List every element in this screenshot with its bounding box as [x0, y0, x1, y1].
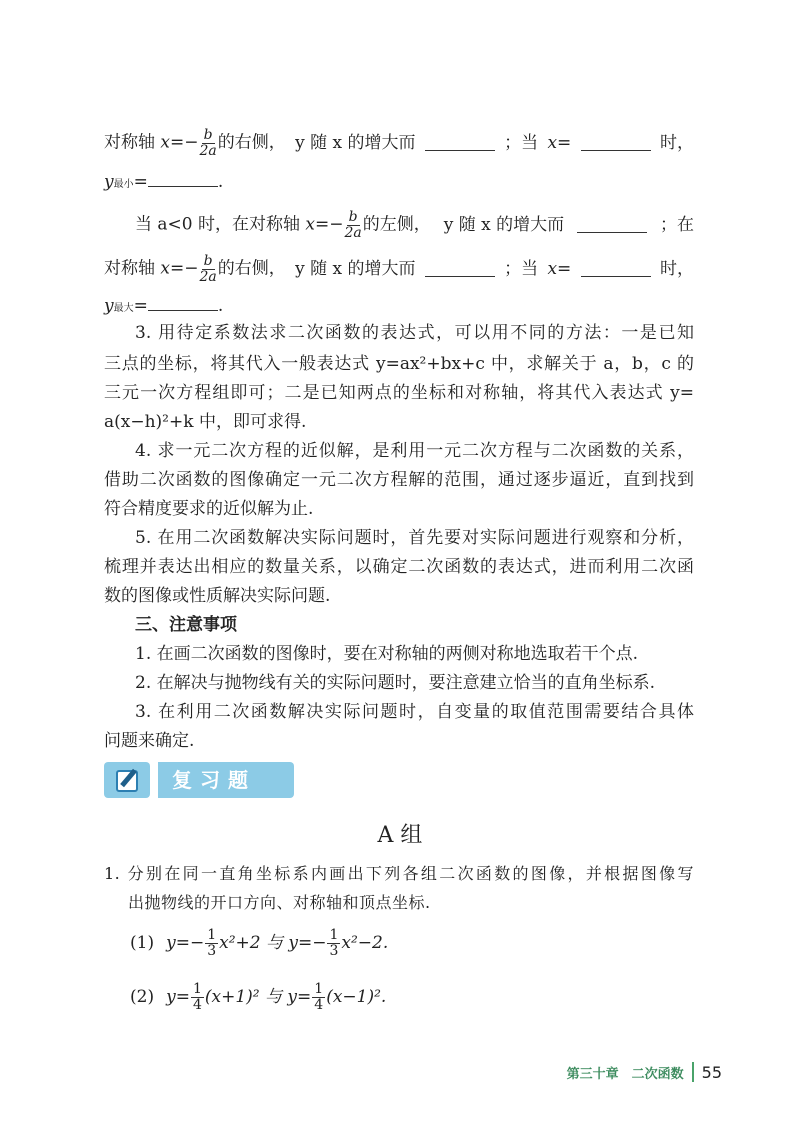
text: y 随 x 的增大而 — [295, 132, 416, 153]
note-line: 1. 在画二次函数的图像时，要在对称轴的两侧对称地选取若干个点. — [135, 644, 639, 664]
math: (x−1)². — [326, 986, 387, 1007]
text: 的右侧， — [217, 258, 286, 279]
paragraph-line: 梳理并表达出相应的数量关系，以确定二次函数的表达式，进而利用二次函 — [104, 557, 694, 577]
paragraph-line: a(x−h)²+k 中，即可求得. — [104, 412, 307, 432]
answer-blank[interactable] — [425, 262, 495, 277]
fraction: $\frac{1}{3}$ — [207, 927, 217, 959]
text: . — [217, 296, 224, 316]
text: 对称轴 — [104, 258, 155, 279]
banner-label: 复习题 — [158, 762, 294, 798]
paragraph-line: 三元一次方程组即可；二是已知两点的坐标和对称轴，将其代入表达式 y= — [104, 383, 694, 403]
text-line — [104, 296, 223, 315]
text: . — [217, 172, 224, 192]
text: ；当 — [504, 132, 539, 153]
fraction: $\frac{1}{4}$ — [192, 981, 202, 1013]
text: 的右侧， — [217, 132, 286, 153]
group-title: A 组 — [377, 823, 423, 848]
paragraph-line: 三点的坐标，将其代入一般表达式 y=ax²+bx+c 中，求解关于 a，b，c 的 — [104, 354, 694, 374]
text: ；在 — [659, 214, 694, 235]
note-line: 3. 在利用二次函数解决实际问题时，自变量的取值范围需要结合具体 — [135, 702, 694, 722]
answer-blank[interactable] — [581, 262, 651, 277]
math: y — [104, 172, 114, 192]
pencil-note-icon — [104, 762, 150, 798]
text: 对称轴 — [104, 132, 155, 153]
section-heading: 三、注意事项 — [135, 615, 237, 635]
math: x= — [547, 132, 572, 153]
text: 的左侧， — [362, 214, 431, 235]
exercise-line: 出抛物线的开口方向、对称轴和顶点坐标. — [128, 893, 431, 912]
math: x=− — [305, 214, 344, 235]
math: x=− — [160, 132, 199, 153]
answer-blank[interactable] — [581, 136, 651, 151]
answer-blank[interactable] — [425, 136, 495, 151]
math: (x+1)² 与 y= — [204, 986, 312, 1007]
review-banner — [104, 762, 294, 798]
subscript: 最小 — [113, 179, 134, 190]
paragraph-line: 数的图像或性质解决实际问题. — [104, 586, 331, 606]
answer-blank[interactable] — [148, 296, 218, 311]
fraction: $\frac{1}{4}$ — [314, 981, 324, 1013]
text-line — [104, 172, 223, 191]
math: y — [104, 296, 114, 316]
note-line: 问题来确定. — [104, 731, 195, 751]
text-line — [104, 254, 694, 284]
answer-blank[interactable] — [148, 172, 218, 187]
subitem-label: (2) — [130, 986, 155, 1007]
text-line — [104, 128, 694, 158]
exercise-subitem — [130, 982, 386, 1012]
subitem-label: (1) — [130, 932, 155, 953]
note-line: 2. 在解决与抛物线有关的实际问题时，要注意建立恰当的直角坐标系. — [135, 673, 656, 693]
exercise-subitem — [130, 928, 388, 958]
math: y= — [166, 986, 190, 1007]
exercise-line: 1. 分别在同一直角坐标系内画出下列各组二次函数的图像，并根据图像写 — [104, 864, 694, 883]
paragraph-line: 3. 用待定系数法求二次函数的表达式，可以用不同的方法：一是已知 — [135, 323, 694, 343]
math: x²−2. — [341, 932, 389, 953]
subscript: 最大 — [113, 303, 134, 314]
fraction: $\frac{b}{2a}$ — [344, 209, 362, 241]
chapter-title: 第三十章 二次函数 — [566, 1066, 684, 1082]
text: y 随 x 的增大而 — [443, 214, 565, 235]
fraction: $\frac{1}{3}$ — [329, 927, 339, 959]
math: y=− — [166, 932, 205, 953]
math: x=− — [160, 258, 199, 279]
math: = — [133, 296, 148, 316]
answer-blank[interactable] — [577, 218, 647, 233]
paragraph-line: 4. 求一元二次方程的近似解，是利用一元二次方程与二次函数的关系， — [135, 441, 694, 461]
page-number: 55 — [701, 1062, 722, 1082]
text: 当 a<0 时，在对称轴 — [135, 214, 301, 235]
text: y 随 x 的增大而 — [295, 258, 416, 279]
paragraph-line: 符合精度要求的近似解为止. — [104, 499, 314, 519]
text: 时， — [659, 132, 694, 153]
math: x= — [547, 258, 572, 279]
math: = — [133, 172, 148, 192]
paragraph-line: 5. 在用二次函数解决实际问题时，首先要对实际问题进行观察和分析， — [135, 528, 694, 548]
page-footer — [567, 1062, 722, 1082]
footer-divider — [692, 1062, 694, 1082]
text: 时， — [659, 258, 694, 279]
fraction: $\frac{b}{2a}$ — [199, 253, 217, 285]
math: x²+2 与 y=− — [219, 932, 327, 953]
paragraph-line: 借助二次函数的图像确定一元二次方程解的范围，通过逐步逼近，直到找到 — [104, 470, 694, 490]
fraction: $\frac{b}{2a}$ — [199, 127, 217, 159]
text: ；当 — [504, 258, 539, 279]
text-line — [135, 210, 694, 240]
